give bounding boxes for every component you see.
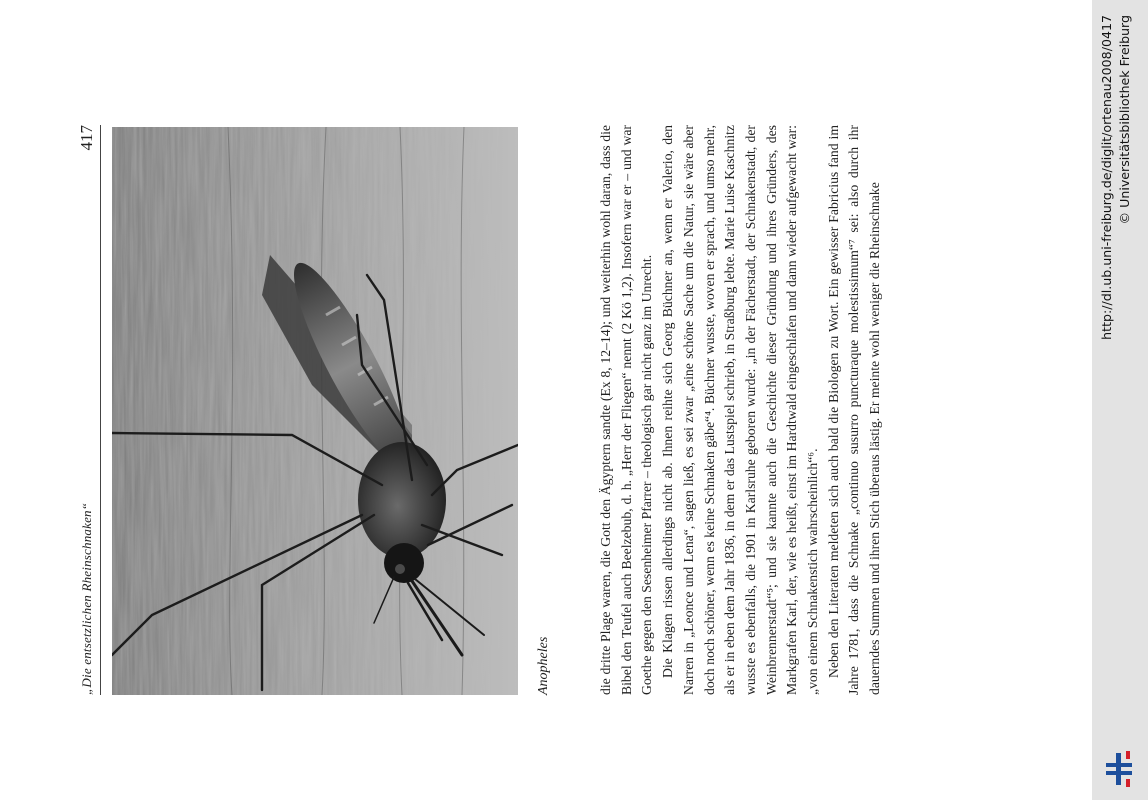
ub-freiburg-logo-icon <box>1102 749 1136 789</box>
logo-red-mark <box>1126 751 1130 759</box>
paragraph: Die Klagen rissen allerdings nicht ab. Ihnen reihte sich Georg Büchner an, wenn er Valerio, den Narren in „Leonce und Lena“, sagen ließ, es sei zwar „eine schöne Sache um die Natur, sie wäre aber doch noch schöner, wenn es keine Schnaken gäbe“⁴. Büchner wusste, woven er sprach, und umso mehr, als er in eben dem Jahr 1836, in dem er das Lustspiel schrieb, in Straßburg lebte. Marie Luise Kaschnitz wusste es ebenfalls, die 1901 in Karlsruhe geboren wurde: „in der Fächerstadt, der Schnakenstadt, der Weinbrennerstadt“⁵; und sie kannte auch die Geschichte dieser Gründung und ihres Gründers, des Markgrafen Karl, der, wie es heißt, einst im Hardtwald eingeschlafen und dann wieder aufgewacht war: „von einem Schnakenstich wahrscheinlich“⁶. <box>660 125 821 695</box>
body-text <box>596 125 886 695</box>
logo-red-mark <box>1126 779 1130 787</box>
page-number: 417 <box>77 125 96 151</box>
image-caption: Anopheles <box>536 636 551 695</box>
running-head <box>74 125 101 695</box>
copyright-notice: © Universitätsbibliothek Freiburg <box>1117 15 1132 225</box>
mosquito-photo <box>112 127 518 695</box>
document-url[interactable]: http://dl.ub.uni-freiburg.de/diglit/ortenau2008/0417 <box>1099 15 1114 340</box>
sidebar-text <box>1098 15 1148 735</box>
paragraph: die dritte Plage waren, die Gott den Ägyptern sandte (Ex 8, 12–14); und weiterhin wohl daran, dass die Bibel den Teufel auch Beelzebub, d. h. „Herr der Fliegen“ nennt (2 Kö 1,2). Insofern war er – und war Goethe gegen den Sesenheimer Pfarrer – theologisch gar nicht ganz im Unrecht. <box>598 125 655 695</box>
logo-blue-stem <box>1116 753 1121 785</box>
library-sidebar <box>1092 0 1148 800</box>
running-head-title: „Die entsetzlichen Rheinschnaken“ <box>79 502 94 695</box>
paragraph: Neben den Literaten meldeten sich auch bald die Biologen zu Wort. Ein gewisser Fabricius fand im Jahre 1781, dass die Schnake „continuo susurro puncturaque molestissimum“⁷ sei: also durch ihr dauerndes Summen und ihren Stich überaus lästig. Er meinte wohl weniger die Rheinschnake <box>825 125 883 695</box>
